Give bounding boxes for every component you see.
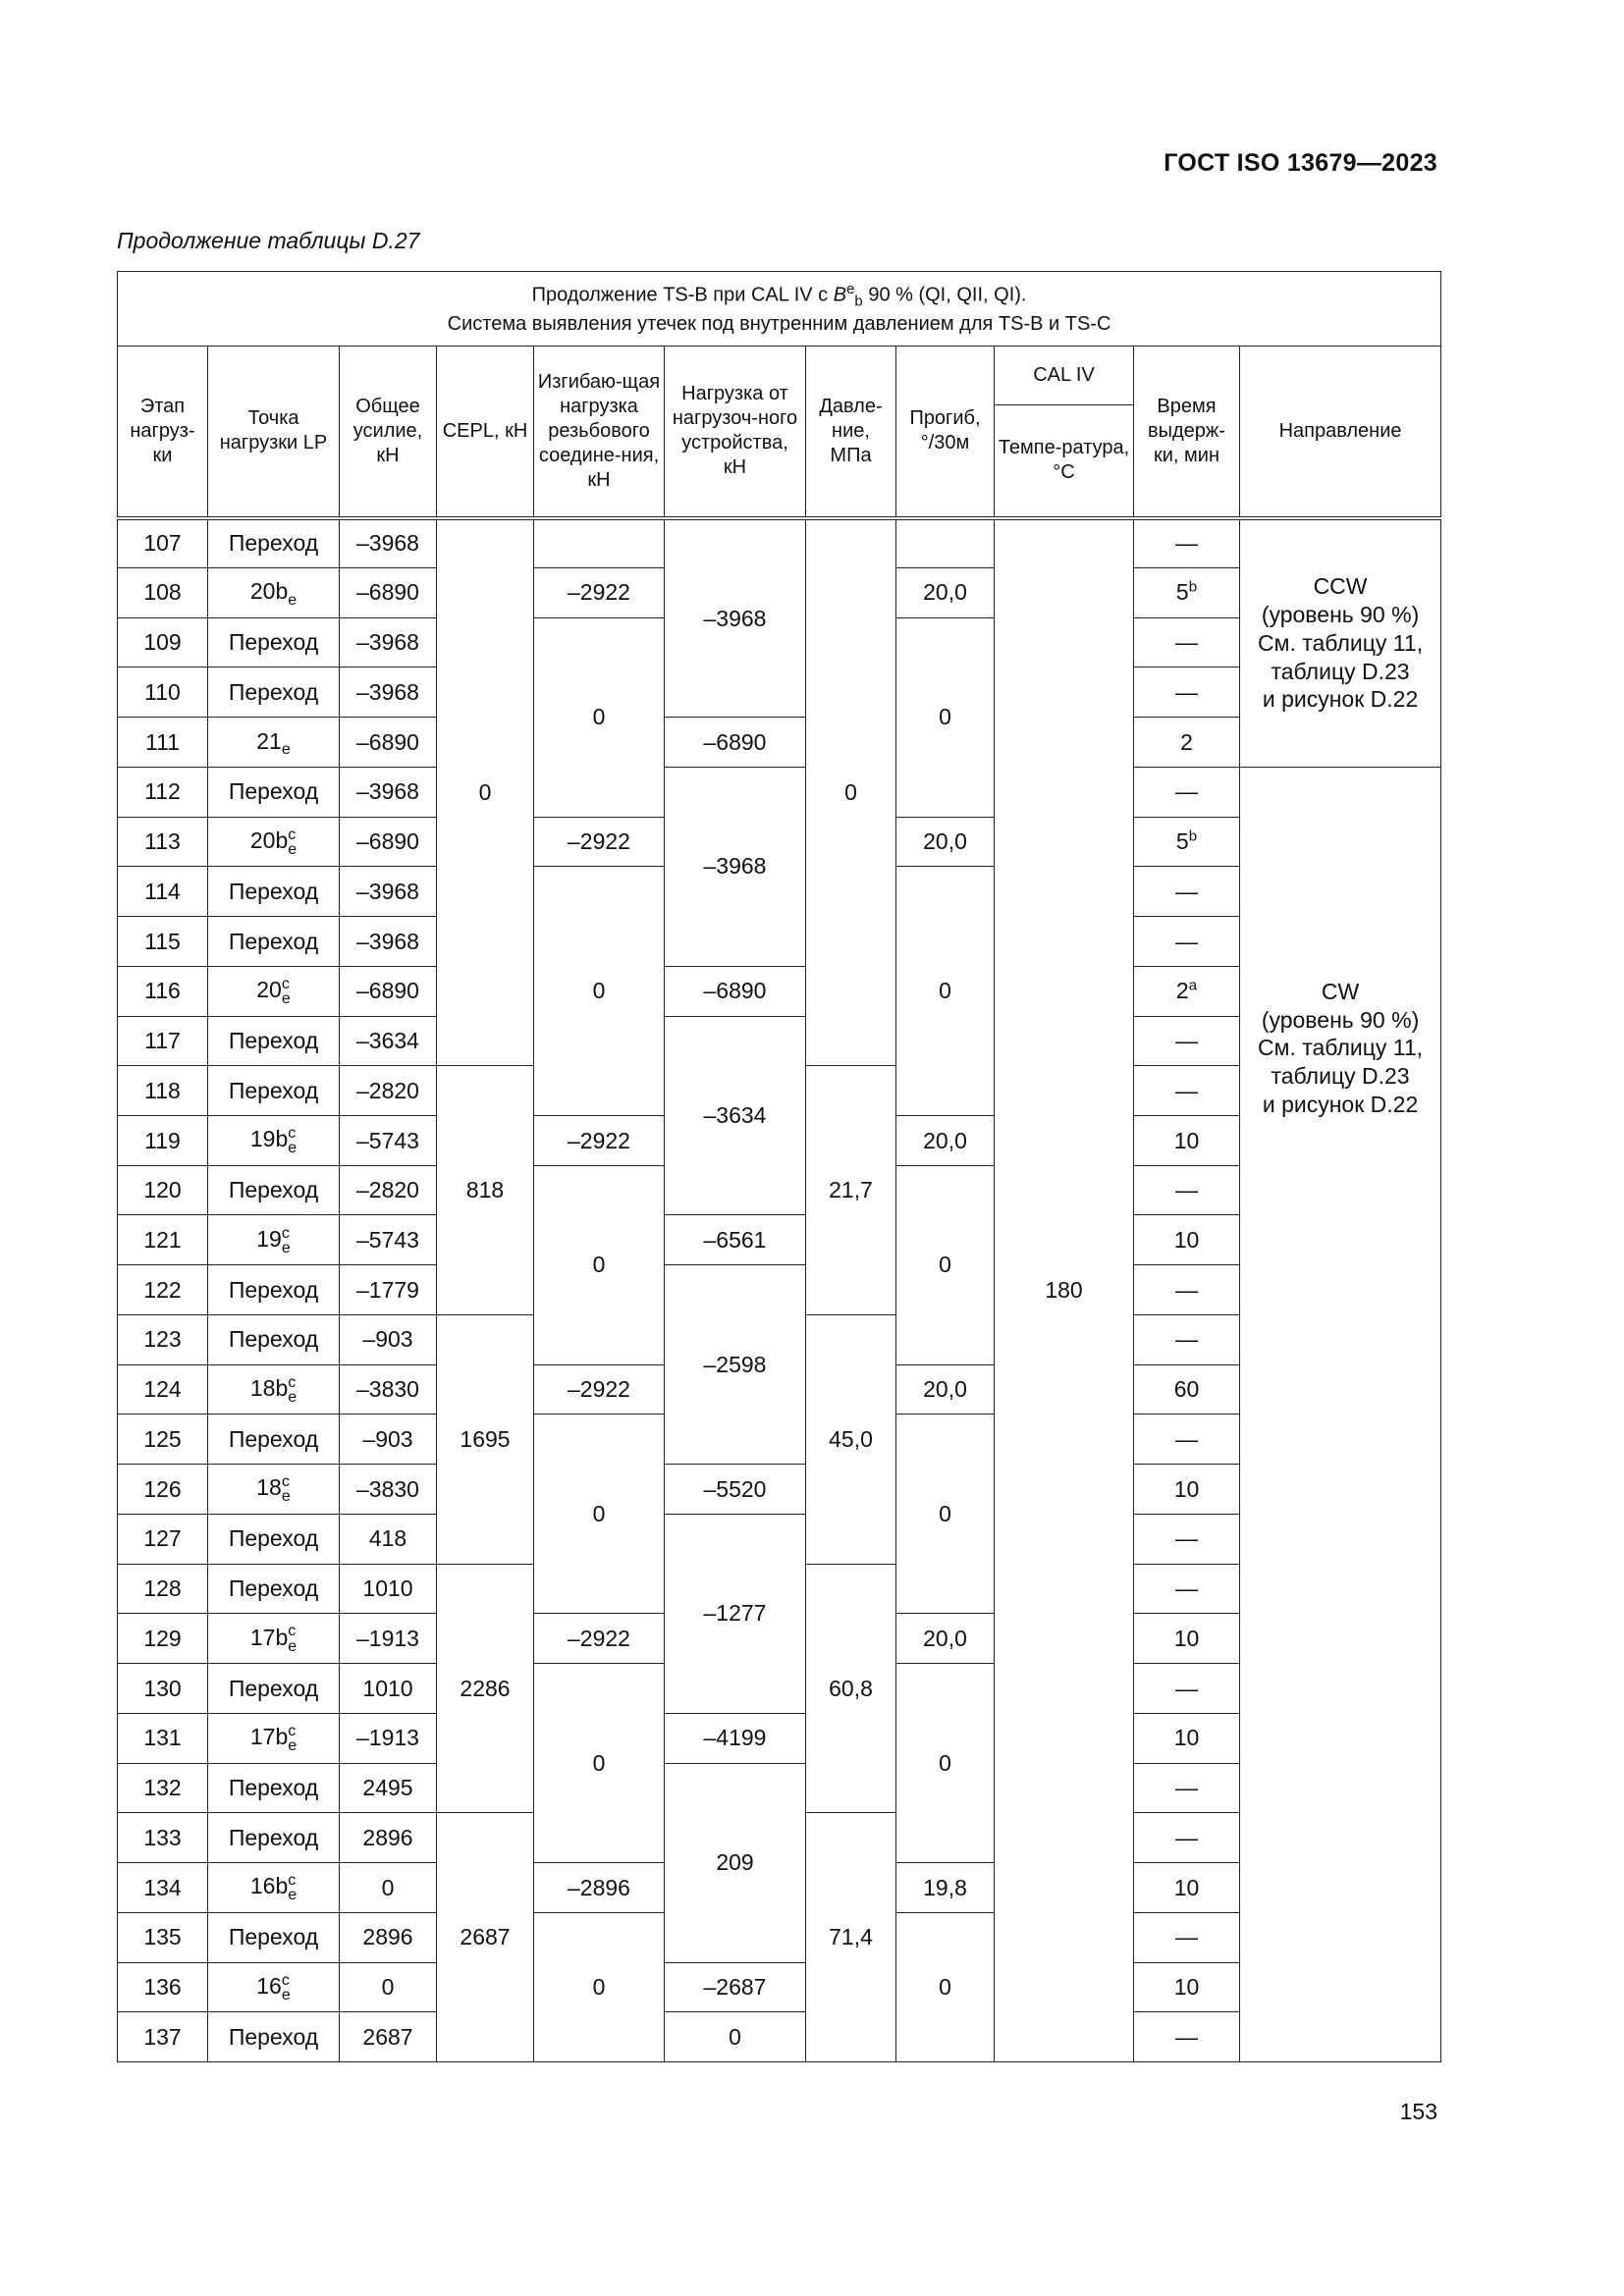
- device-load-cell: 209: [665, 1763, 806, 1962]
- stage-cell: 127: [118, 1514, 208, 1564]
- load-point-cell: 17b c e: [208, 1713, 340, 1763]
- hold-time-cell: 10: [1134, 1713, 1240, 1763]
- total-force-cell: –3830: [340, 1364, 437, 1415]
- stage-cell: 108: [118, 567, 208, 617]
- table-row: [118, 518, 1441, 568]
- deflection-cell: 0: [896, 617, 995, 817]
- header-load-point: Точка нагрузки LP: [208, 347, 340, 518]
- direction-cell: CW (уровень 90 %) См. таблицу 11, таблицу D.23 и рисунок D.22: [1240, 767, 1441, 2061]
- bending-load-cell: –2922: [534, 1116, 665, 1166]
- hold-time-cell: 10: [1134, 1962, 1240, 2012]
- deflection-cell: 20,0: [896, 1364, 995, 1415]
- load-point-cell: 18 c e: [208, 1465, 340, 1515]
- hold-time-cell: —: [1134, 1514, 1240, 1564]
- load-point-cell: Переход: [208, 1664, 340, 1714]
- hold-time-cell: —: [1134, 867, 1240, 917]
- total-force-cell: –3634: [340, 1016, 437, 1066]
- total-force-cell: –3968: [340, 667, 437, 718]
- hold-time-cell: 10: [1134, 1614, 1240, 1664]
- deflection-cell: 0: [896, 1165, 995, 1364]
- stage-cell: 111: [118, 718, 208, 768]
- deflection-cell: 19,8: [896, 1863, 995, 1913]
- stage-cell: 107: [118, 518, 208, 568]
- stage-cell: 122: [118, 1265, 208, 1315]
- device-load-cell: –2598: [665, 1265, 806, 1465]
- hold-time-cell: —: [1134, 1265, 1240, 1315]
- stage-cell: 110: [118, 667, 208, 718]
- load-point-cell: Переход: [208, 1415, 340, 1465]
- bending-load-cell: –2922: [534, 817, 665, 867]
- header-pressure: Давле-ние, МПа: [806, 347, 896, 518]
- deflection-cell: 0: [896, 1415, 995, 1614]
- load-point-cell: Переход: [208, 1016, 340, 1066]
- load-point-cell: Переход: [208, 667, 340, 718]
- total-force-cell: 2896: [340, 1912, 437, 1962]
- hold-time-cell: 10: [1134, 1863, 1240, 1913]
- header-hold-time: Время выдерж-ки, мин: [1134, 347, 1240, 518]
- load-point-cell: Переход: [208, 1314, 340, 1364]
- header-cal: CAL IV: [995, 347, 1134, 405]
- total-force-cell: –3968: [340, 767, 437, 817]
- bending-load-cell: [534, 518, 665, 568]
- header-direction: Направление: [1240, 347, 1441, 518]
- load-point-cell: Переход: [208, 1066, 340, 1116]
- total-force-cell: 1010: [340, 1664, 437, 1714]
- load-point-cell: Переход: [208, 1514, 340, 1564]
- hold-time-cell: —: [1134, 1763, 1240, 1813]
- total-force-cell: –6890: [340, 817, 437, 867]
- hold-time-cell: 10: [1134, 1116, 1240, 1166]
- stage-cell: 113: [118, 817, 208, 867]
- header-device-load: Нагрузка от нагрузоч-ного устройства, кН: [665, 347, 806, 518]
- stage-cell: 130: [118, 1664, 208, 1714]
- load-point-cell: 20b c e: [208, 817, 340, 867]
- load-point-cell: Переход: [208, 767, 340, 817]
- total-force-cell: –5743: [340, 1215, 437, 1265]
- header-cepl: CEPL, кН: [437, 347, 534, 518]
- direction-cell: CCW (уровень 90 %) См. таблицу 11, таблицу D.23 и рисунок D.22: [1240, 518, 1441, 768]
- total-force-cell: –903: [340, 1314, 437, 1364]
- deflection-cell: 20,0: [896, 817, 995, 867]
- hold-time-cell: —: [1134, 1314, 1240, 1364]
- total-force-cell: –2820: [340, 1165, 437, 1215]
- hold-time-cell: —: [1134, 518, 1240, 568]
- hold-time-cell: —: [1134, 2012, 1240, 2062]
- total-force-cell: 2896: [340, 1813, 437, 1863]
- bending-load-cell: 0: [534, 1912, 665, 2061]
- hold-time-cell: —: [1134, 1912, 1240, 1962]
- load-point-cell: 21 e: [208, 718, 340, 768]
- total-force-cell: 0: [340, 1863, 437, 1913]
- table-caption: Продолжение TS-B при CAL IV с $B^e_b$ 90 % (QI, QII, QI). Система выявления утечек под внутренним давлением для TS-B и TS-C: [118, 272, 1441, 347]
- temperature-cell: 180: [995, 518, 1134, 2062]
- total-force-cell: 2495: [340, 1763, 437, 1813]
- device-load-cell: –6561: [665, 1215, 806, 1265]
- table-row: [118, 767, 1441, 817]
- total-force-cell: –3830: [340, 1465, 437, 1515]
- device-load-cell: –3968: [665, 518, 806, 718]
- device-load-cell: –1277: [665, 1514, 806, 1713]
- stage-cell: 136: [118, 1962, 208, 2012]
- cepl-cell: 0: [437, 518, 534, 1066]
- total-force-cell: –3968: [340, 518, 437, 568]
- load-point-cell: Переход: [208, 1564, 340, 1614]
- hold-time-cell: 60: [1134, 1364, 1240, 1415]
- stage-cell: 137: [118, 2012, 208, 2062]
- total-force-cell: –1913: [340, 1614, 437, 1664]
- pressure-cell: 0: [806, 518, 896, 1066]
- load-point-cell: Переход: [208, 867, 340, 917]
- deflection-cell: 0: [896, 1664, 995, 1863]
- load-point-cell: 19 c e: [208, 1215, 340, 1265]
- hold-time-cell: —: [1134, 917, 1240, 967]
- stage-cell: 133: [118, 1813, 208, 1863]
- bending-load-cell: 0: [534, 617, 665, 817]
- header-total-force: Общее усилие, кН: [340, 347, 437, 518]
- hold-time-cell: —: [1134, 1066, 1240, 1116]
- stage-cell: 120: [118, 1165, 208, 1215]
- total-force-cell: –3968: [340, 867, 437, 917]
- load-point-cell: Переход: [208, 1813, 340, 1863]
- hold-time-cell: —: [1134, 1415, 1240, 1465]
- stage-cell: 135: [118, 1912, 208, 1962]
- cepl-cell: 2687: [437, 1813, 534, 2062]
- stage-cell: 134: [118, 1863, 208, 1913]
- pressure-cell: 45,0: [806, 1314, 896, 1564]
- total-force-cell: 0: [340, 1962, 437, 2012]
- stage-cell: 126: [118, 1465, 208, 1515]
- total-force-cell: –903: [340, 1415, 437, 1465]
- deflection-cell: [896, 518, 995, 568]
- stage-cell: 117: [118, 1016, 208, 1066]
- total-force-cell: –5743: [340, 1116, 437, 1166]
- load-point-cell: 16 c e: [208, 1962, 340, 2012]
- bending-load-cell: 0: [534, 1415, 665, 1614]
- cepl-cell: 818: [437, 1066, 534, 1315]
- hold-time-cell: 10: [1134, 1215, 1240, 1265]
- load-point-cell: Переход: [208, 917, 340, 967]
- table-caption-row: [118, 272, 1441, 347]
- stage-cell: 114: [118, 867, 208, 917]
- total-force-cell: –3968: [340, 617, 437, 667]
- header-deflection: Прогиб, °/30м: [896, 347, 995, 518]
- document-code: ГОСТ ISO 13679—2023: [1164, 149, 1437, 177]
- bending-load-cell: –2922: [534, 567, 665, 617]
- stage-cell: 132: [118, 1763, 208, 1813]
- load-point-cell: 20 c e: [208, 966, 340, 1016]
- device-load-cell: 0: [665, 2012, 806, 2062]
- bending-load-cell: 0: [534, 1664, 665, 1863]
- pressure-cell: 71,4: [806, 1813, 896, 2062]
- total-force-cell: –6890: [340, 966, 437, 1016]
- device-load-cell: –2687: [665, 1962, 806, 2012]
- hold-time-cell: 5$^b$: [1134, 567, 1240, 617]
- deflection-cell: 20,0: [896, 1614, 995, 1664]
- deflection-cell: 20,0: [896, 1116, 995, 1166]
- load-point-cell: Переход: [208, 617, 340, 667]
- load-point-cell: 17b c e: [208, 1614, 340, 1664]
- header-stage: Этап нагруз-ки: [118, 347, 208, 518]
- bending-load-cell: –2896: [534, 1863, 665, 1913]
- hold-time-cell: —: [1134, 667, 1240, 718]
- total-force-cell: 1010: [340, 1564, 437, 1614]
- stage-cell: 128: [118, 1564, 208, 1614]
- stage-cell: 116: [118, 966, 208, 1016]
- device-load-cell: –5520: [665, 1465, 806, 1515]
- bending-load-cell: 0: [534, 867, 665, 1116]
- load-point-cell: Переход: [208, 2012, 340, 2062]
- device-load-cell: –4199: [665, 1713, 806, 1763]
- header-row: [118, 347, 1441, 405]
- stage-cell: 115: [118, 917, 208, 967]
- hold-time-cell: —: [1134, 617, 1240, 667]
- hold-time-cell: 5$^b$: [1134, 817, 1240, 867]
- cepl-cell: 1695: [437, 1314, 534, 1564]
- stage-cell: 121: [118, 1215, 208, 1265]
- total-force-cell: –2820: [340, 1066, 437, 1116]
- stage-cell: 118: [118, 1066, 208, 1116]
- load-point-cell: Переход: [208, 1912, 340, 1962]
- load-point-cell: 18b c e: [208, 1364, 340, 1415]
- hold-time-cell: —: [1134, 1016, 1240, 1066]
- stage-cell: 131: [118, 1713, 208, 1763]
- bending-load-cell: 0: [534, 1165, 665, 1364]
- bending-load-cell: –2922: [534, 1364, 665, 1415]
- hold-time-cell: 10: [1134, 1465, 1240, 1515]
- hold-time-cell: 2$^a$: [1134, 966, 1240, 1016]
- total-force-cell: 418: [340, 1514, 437, 1564]
- table-continuation-label: Продолжение таблицы D.27: [117, 228, 420, 253]
- header-bending-load: Изгибаю-щая нагрузка резьбового соедине-ния, кН: [534, 347, 665, 518]
- deflection-cell: 0: [896, 1912, 995, 2061]
- total-force-cell: –1913: [340, 1713, 437, 1763]
- stage-cell: 125: [118, 1415, 208, 1465]
- total-force-cell: –6890: [340, 567, 437, 617]
- bending-load-cell: –2922: [534, 1614, 665, 1664]
- load-point-cell: Переход: [208, 1165, 340, 1215]
- total-force-cell: 2687: [340, 2012, 437, 2062]
- header-temperature: Темпе-ратура, °С: [995, 405, 1134, 518]
- stage-cell: 112: [118, 767, 208, 817]
- device-load-cell: –3968: [665, 767, 806, 966]
- pressure-cell: 21,7: [806, 1066, 896, 1315]
- hold-time-cell: —: [1134, 1165, 1240, 1215]
- pressure-cell: 60,8: [806, 1564, 896, 1813]
- page-number: 153: [1399, 2099, 1437, 2124]
- load-point-cell: 16b c e: [208, 1863, 340, 1913]
- hold-time-cell: —: [1134, 1564, 1240, 1614]
- hold-time-cell: —: [1134, 767, 1240, 817]
- load-point-cell: Переход: [208, 1265, 340, 1315]
- data-table: [117, 271, 1441, 2062]
- cepl-cell: 2286: [437, 1564, 534, 1813]
- total-force-cell: –1779: [340, 1265, 437, 1315]
- load-point-cell: Переход: [208, 1763, 340, 1813]
- hold-time-cell: —: [1134, 1813, 1240, 1863]
- device-load-cell: –6890: [665, 966, 806, 1016]
- deflection-cell: 20,0: [896, 567, 995, 617]
- stage-cell: 129: [118, 1614, 208, 1664]
- stage-cell: 123: [118, 1314, 208, 1364]
- hold-time-cell: —: [1134, 1664, 1240, 1714]
- total-force-cell: –3968: [340, 917, 437, 967]
- deflection-cell: 0: [896, 867, 995, 1116]
- stage-cell: 109: [118, 617, 208, 667]
- device-load-cell: –6890: [665, 718, 806, 768]
- load-point-cell: 19b c e: [208, 1116, 340, 1166]
- device-load-cell: –3634: [665, 1016, 806, 1215]
- hold-time-cell: 2: [1134, 718, 1240, 768]
- total-force-cell: –6890: [340, 718, 437, 768]
- stage-cell: 124: [118, 1364, 208, 1415]
- load-point-cell: Переход: [208, 518, 340, 568]
- load-point-cell: 20b e: [208, 567, 340, 617]
- stage-cell: 119: [118, 1116, 208, 1166]
